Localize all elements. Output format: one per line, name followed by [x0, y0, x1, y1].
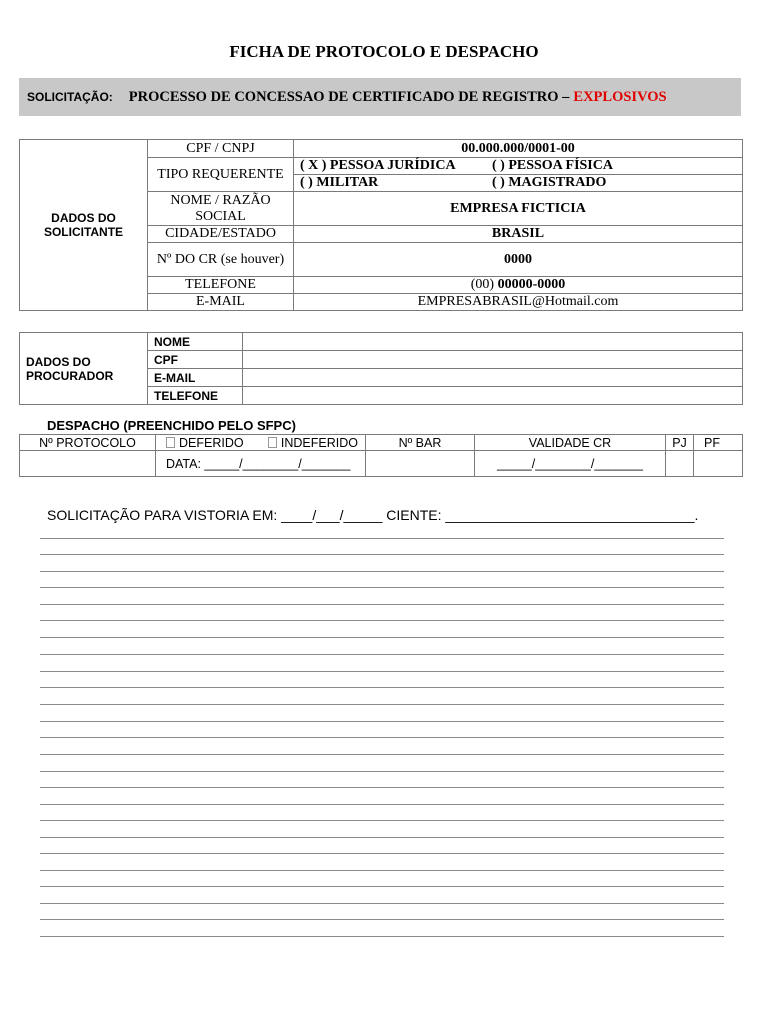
ruled-line[interactable]	[40, 604, 724, 605]
solicitacao-text: PROCESSO DE CONCESSAO DE CERTIFICADO DE REGISTRO –	[128, 88, 570, 105]
cr-label: Nº DO CR (se houver)	[148, 243, 294, 277]
procurador-section-label: DADOS DO PROCURADOR	[20, 333, 148, 405]
solicitacao-highlight: EXPLOSIVOS	[573, 88, 667, 105]
procurador-cpf-label: CPF	[148, 351, 243, 369]
email-value[interactable]: EMPRESABRASIL@Hotmail.com	[294, 294, 743, 311]
ruled-line[interactable]	[40, 903, 724, 904]
telefone-label: TELEFONE	[148, 277, 294, 294]
tipo-magistrado-option[interactable]: ( ) MAGISTRADO	[492, 175, 607, 190]
ruled-line[interactable]	[40, 637, 724, 638]
vistoria-text[interactable]: SOLICITAÇÃO PARA VISTORIA EM: ____/___/_____ CIENTE: ________________________________.	[47, 507, 699, 523]
ruled-line[interactable]	[40, 571, 724, 572]
ruled-line[interactable]	[40, 787, 724, 788]
ruled-line[interactable]	[40, 538, 724, 539]
ruled-line[interactable]	[40, 587, 724, 588]
ruled-line[interactable]	[40, 886, 724, 887]
procurador-telefone-label: TELEFONE	[148, 387, 243, 405]
email-label: E-MAIL	[148, 294, 294, 311]
ruled-line[interactable]	[40, 737, 724, 738]
solicitacao-label: SOLICITAÇÃO:	[27, 90, 113, 104]
ruled-line[interactable]	[40, 754, 724, 755]
pf-label: PF	[694, 435, 743, 451]
data-field[interactable]: DATA: _____/________/_______	[156, 451, 366, 477]
indeferido-label: INDEFERIDO	[280, 435, 358, 450]
cpf-label: CPF / CNPJ	[148, 140, 294, 158]
protocolo-label: Nº PROTOCOLO	[20, 435, 156, 451]
validade-label: VALIDADE CR	[475, 435, 666, 451]
procurador-email-label: E-MAIL	[148, 369, 243, 387]
ruled-line[interactable]	[40, 704, 724, 705]
procurador-nome-label: NOME	[148, 333, 243, 351]
ruled-line[interactable]	[40, 853, 724, 854]
ruled-line[interactable]	[40, 820, 724, 821]
ruled-line[interactable]	[40, 771, 724, 772]
ruled-line[interactable]	[40, 936, 724, 937]
tipo-militar-option[interactable]: ( ) MILITAR	[300, 175, 379, 190]
ruled-line[interactable]	[40, 919, 724, 920]
tipo-label: TIPO REQUERENTE	[148, 158, 294, 192]
ruled-lines	[40, 0, 724, 1024]
nome-label: NOME / RAZÃO SOCIAL	[148, 192, 294, 226]
telefone-value: 00000-0000	[497, 277, 566, 292]
despacho-title: DESPACHO (PREENCHIDO PELO SFPC)	[47, 418, 296, 433]
ruled-line[interactable]	[40, 687, 724, 688]
cr-value[interactable]: 0000	[294, 243, 743, 277]
ruled-line[interactable]	[40, 654, 724, 655]
ruled-line[interactable]	[40, 671, 724, 672]
ruled-line[interactable]	[40, 721, 724, 722]
telefone-ddd: (00)	[470, 277, 495, 292]
bar-label: Nº BAR	[366, 435, 475, 451]
solicitante-section-label: DADOS DO SOLICITANTE	[20, 140, 148, 311]
cidade-value[interactable]: BRASIL	[294, 226, 743, 243]
cidade-label: CIDADE/ESTADO	[148, 226, 294, 243]
tipo-pj-option[interactable]: ( X ) PESSOA JURÍDICA	[300, 158, 456, 173]
nome-value[interactable]: EMPRESA FICTICIA	[294, 192, 743, 226]
deferido-label: DEFERIDO	[179, 435, 244, 450]
cpf-value[interactable]: 00.000.000/0001-00	[294, 140, 743, 158]
validade-field[interactable]: _____/________/_______	[475, 451, 666, 477]
ruled-line[interactable]	[40, 837, 724, 838]
ruled-line[interactable]	[40, 620, 724, 621]
ruled-line[interactable]	[40, 870, 724, 871]
pj-label: PJ	[666, 435, 694, 451]
ruled-line[interactable]	[40, 804, 724, 805]
ruled-line[interactable]	[40, 554, 724, 555]
page-title: FICHA DE PROTOCOLO E DESPACHO	[229, 42, 539, 61]
tipo-pf-option[interactable]: ( ) PESSOA FÍSICA	[492, 158, 613, 173]
